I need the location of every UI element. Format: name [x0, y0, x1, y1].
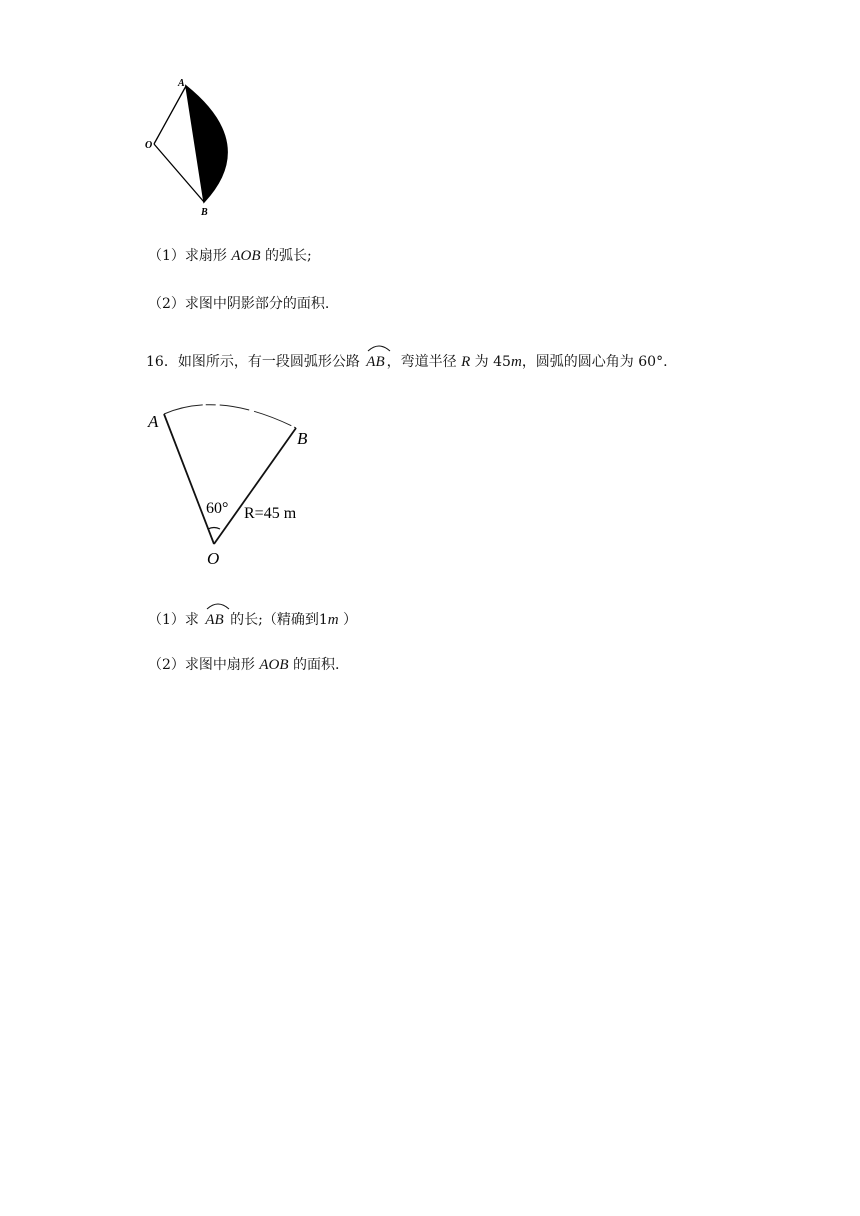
radius-oa	[154, 86, 186, 144]
radius-ob	[214, 428, 296, 544]
arc-ab-symbol: AB	[366, 346, 384, 372]
arc-ab	[164, 405, 296, 428]
figure-sector-road	[140, 398, 330, 568]
radius-label: R=45 m	[244, 505, 297, 522]
point-o-label: O	[145, 140, 153, 151]
radius-oa	[164, 414, 214, 544]
angle-arc	[208, 528, 220, 530]
problem-number: 16．	[146, 354, 178, 370]
point-a-label: A	[148, 412, 159, 431]
p15-question-1: （1）求扇形 AOB 的弧长;	[148, 248, 312, 264]
p16-question-1: （1）求 AB 的长;（精确到1m ）	[148, 604, 357, 630]
var-aob: AOB	[231, 248, 261, 264]
var-r: R	[461, 354, 471, 370]
p15-question-2: （2）求图中阴影部分的面积.	[148, 296, 330, 312]
var-aob: AOB	[259, 657, 289, 673]
point-b-label: B	[297, 429, 308, 448]
shaded-segment	[186, 86, 227, 202]
figure-sector-shaded	[140, 74, 240, 224]
point-b-label: B	[201, 207, 208, 218]
p16-statement: 16．如图所示，有一段圆弧形公路 AB ，弯道半径 R 为 45m，圆弧的圆心角为 60°.	[146, 346, 668, 372]
p16-question-2: （2）求图中扇形 AOB 的面积.	[148, 657, 340, 673]
point-o-label: O	[207, 549, 220, 568]
angle-label: 60°	[206, 500, 229, 517]
point-a-label: A	[178, 78, 185, 89]
arc-ab-symbol: AB	[205, 604, 223, 630]
